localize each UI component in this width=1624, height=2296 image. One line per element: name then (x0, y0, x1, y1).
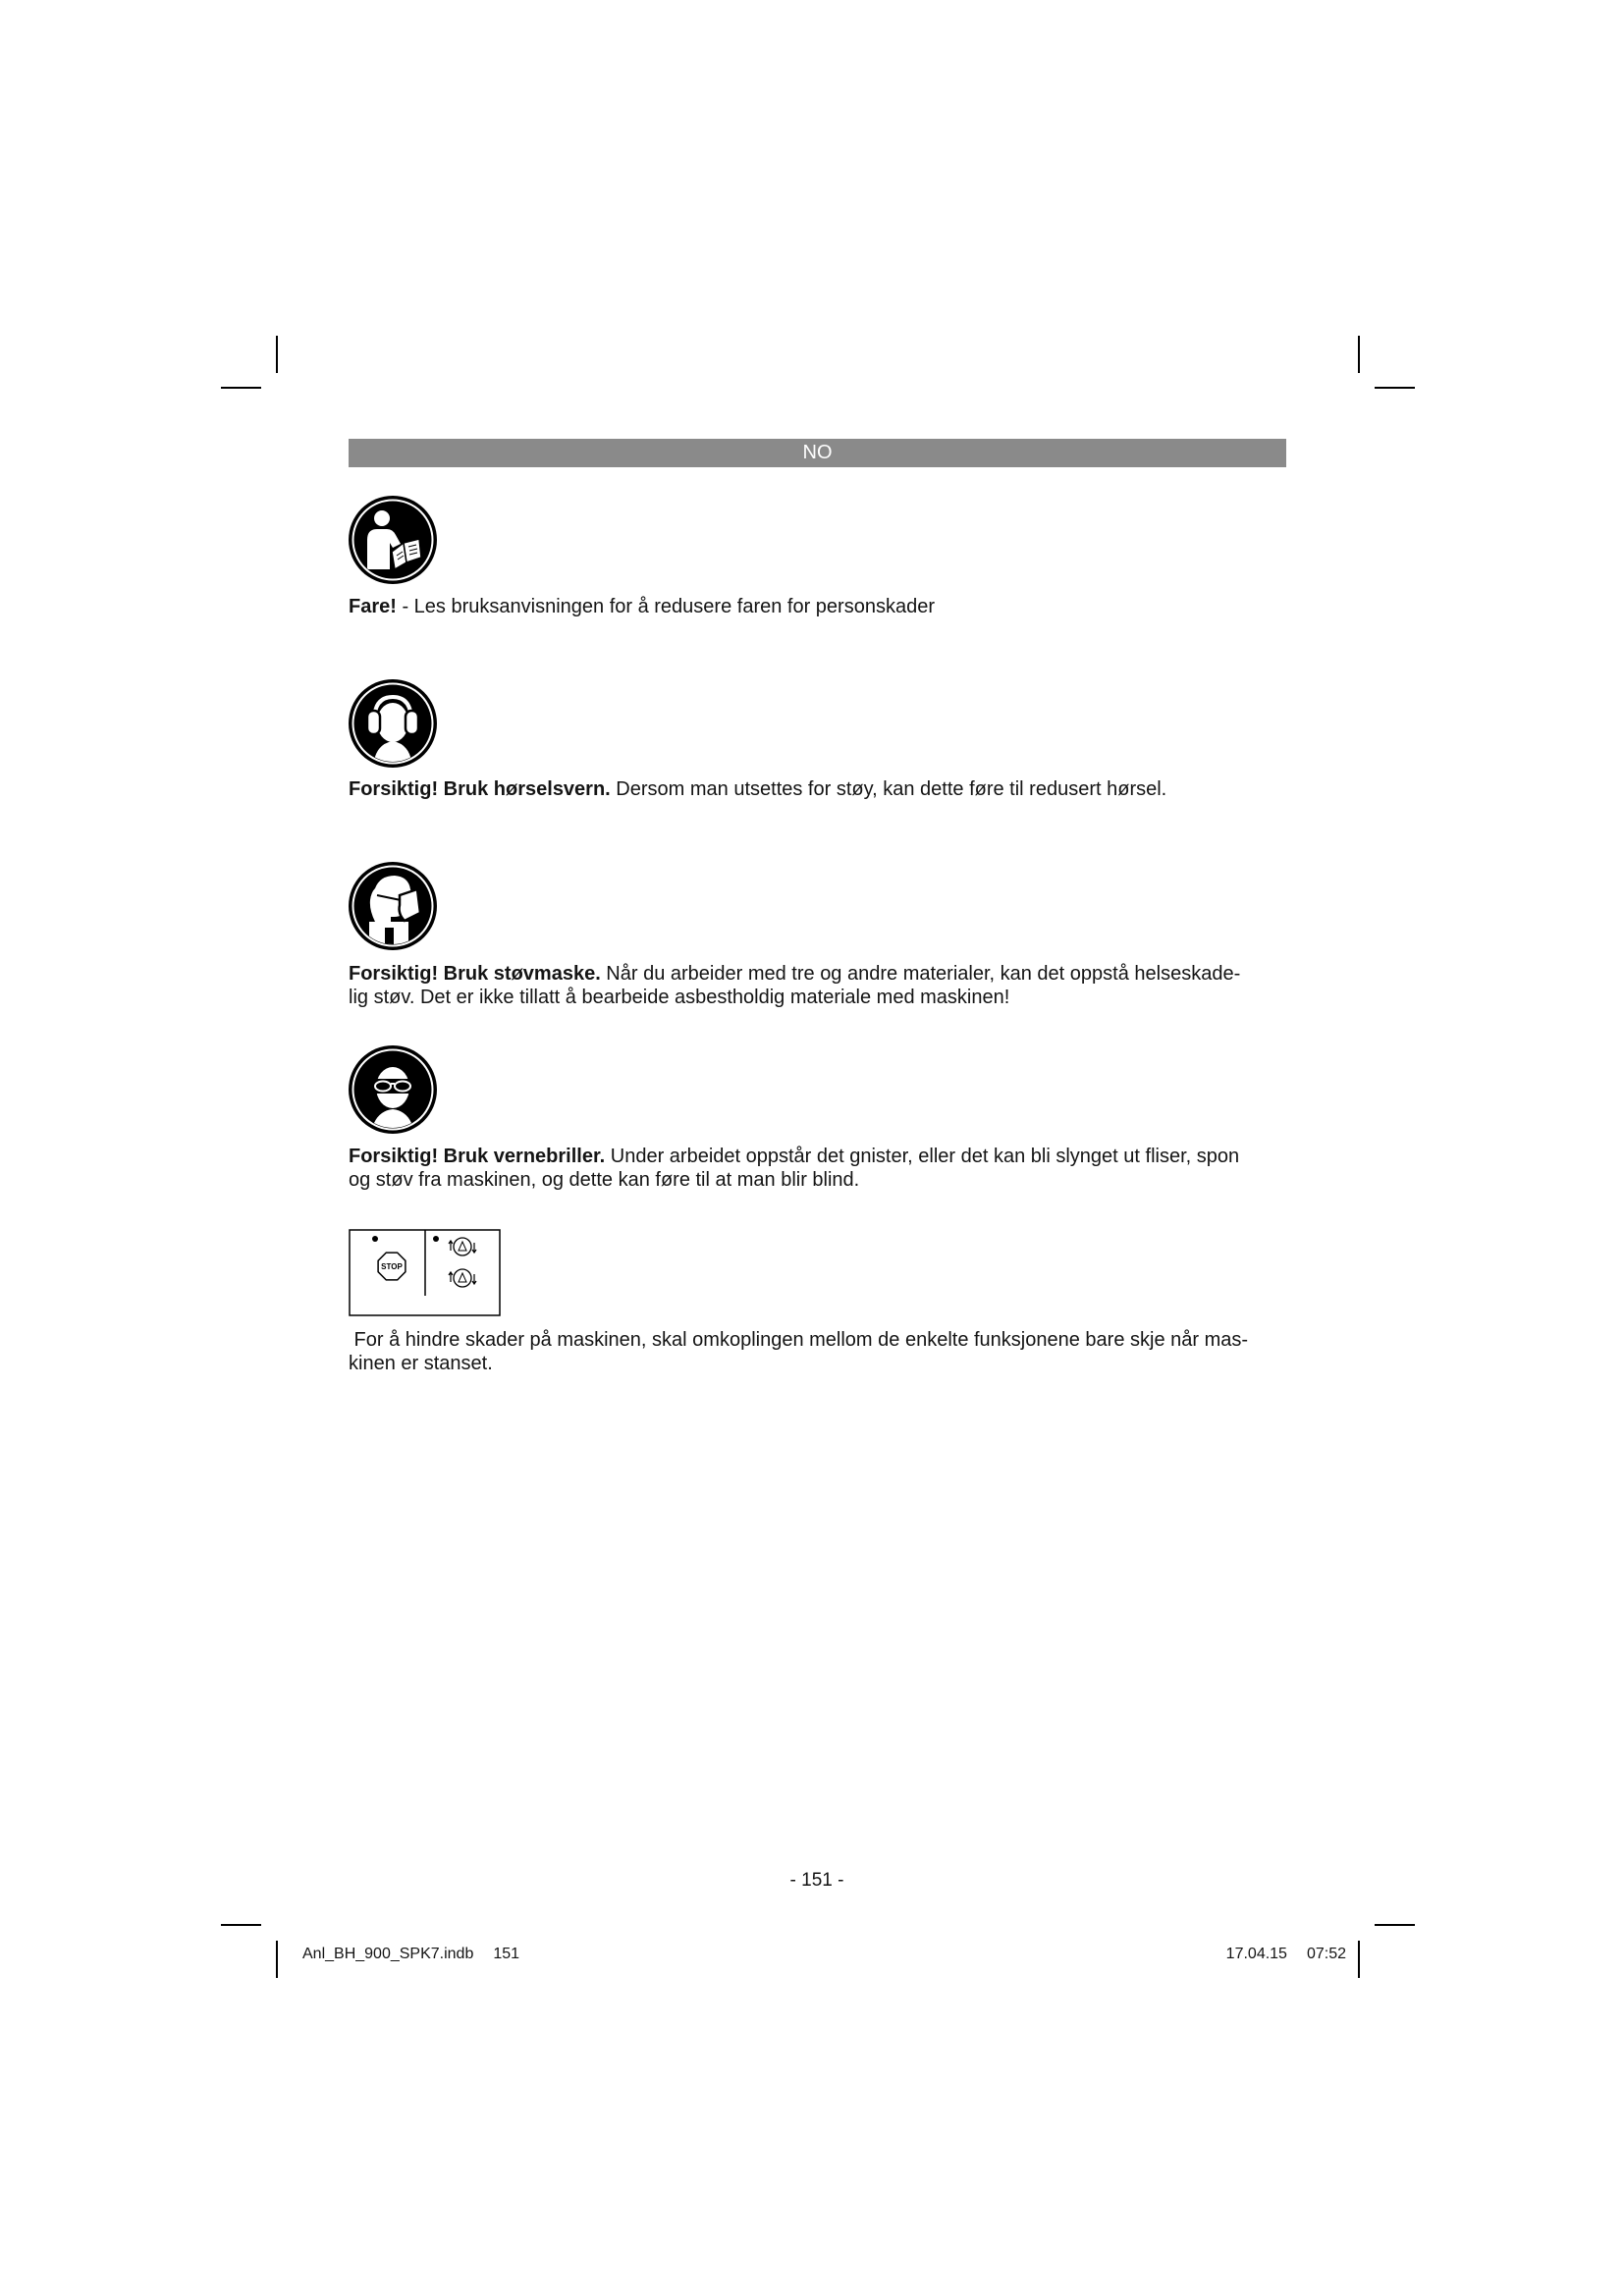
crop-mark-bottom-right-horizontal (1375, 1924, 1415, 1926)
notice-line (349, 1145, 1239, 1168)
crop-mark-bottom-left-vertical (276, 1941, 278, 1978)
notice-read-manual (349, 595, 935, 618)
dust-mask-icon (348, 861, 438, 951)
notice-text: Dersom man utsettes for støy, kan dette føre til redusert hørsel. (610, 778, 1167, 800)
notice-hearing-protection (349, 777, 1166, 801)
notice-text: Under arbeidet oppstår det gnister, eller det kan bli slynget ut fliser, spon (605, 1146, 1240, 1167)
ear-protection-icon (348, 678, 438, 769)
notice-line (349, 962, 1240, 986)
footer-time: 07:52 (1306, 1946, 1346, 1962)
notice-line (349, 777, 1166, 801)
read-manual-icon (348, 495, 438, 585)
notice-line (349, 986, 1240, 1009)
notice-line (349, 1168, 1239, 1192)
notice-switch-when-stopped (349, 1328, 1248, 1375)
notice-text: lig støv. Det er ikke tillatt å bearbeide asbestholdig materiale med maskinen! (349, 987, 1010, 1008)
footer-file-page: 151 (493, 1946, 520, 1962)
crop-mark-top-right-vertical (1358, 336, 1360, 373)
language-header-bar (349, 439, 1286, 467)
stop-sign-icon (378, 1253, 406, 1280)
crop-mark-top-left-horizontal (221, 387, 261, 389)
crop-mark-top-right-horizontal (1375, 387, 1415, 389)
switch-stop-figure (349, 1229, 502, 1317)
notice-line (349, 1352, 1248, 1375)
crop-mark-bottom-right-vertical (1358, 1941, 1360, 1978)
notice-text: - Les bruksanvisningen for å redusere faren for personskader (396, 596, 935, 617)
notice-text: Når du arbeider med tre og andre materialer, kan det oppstå helseskade- (600, 963, 1241, 985)
notice-lead: Forsiktig! Bruk vernebriller. (349, 1146, 606, 1167)
notice-dust-mask (349, 962, 1240, 1009)
notice-line (349, 1328, 1248, 1352)
notice-lead: Fare! (349, 596, 397, 617)
footer-file-name: Anl_BH_900_SPK7.indb (302, 1946, 474, 1962)
notice-lead: Forsiktig! Bruk hørselsvern. (349, 778, 611, 800)
notice-lead: Forsiktig! Bruk støvmaske. (349, 963, 601, 985)
page-number: - 151 - (789, 1870, 844, 1891)
notice-text: og støv fra maskinen, og dette kan føre til at man blir blind. (349, 1169, 860, 1191)
print-footer-timestamp (1101, 1944, 1346, 1965)
notice-text: For å hindre skader på maskinen, skal omkoplingen mellom de enkelte funksjonene bare skje når mas- (349, 1329, 1249, 1351)
footer-date: 17.04.15 (1225, 1946, 1287, 1962)
safety-goggles-icon (348, 1044, 438, 1135)
crop-mark-top-left-vertical (276, 336, 278, 373)
stop-label: STOP (381, 1262, 403, 1271)
notice-line (349, 595, 935, 618)
notice-safety-goggles (349, 1145, 1239, 1192)
print-footer-file (302, 1944, 519, 1965)
notice-text: kinen er stanset. (349, 1353, 493, 1374)
crop-mark-bottom-left-horizontal (221, 1924, 261, 1926)
language-code: NO (802, 442, 833, 463)
